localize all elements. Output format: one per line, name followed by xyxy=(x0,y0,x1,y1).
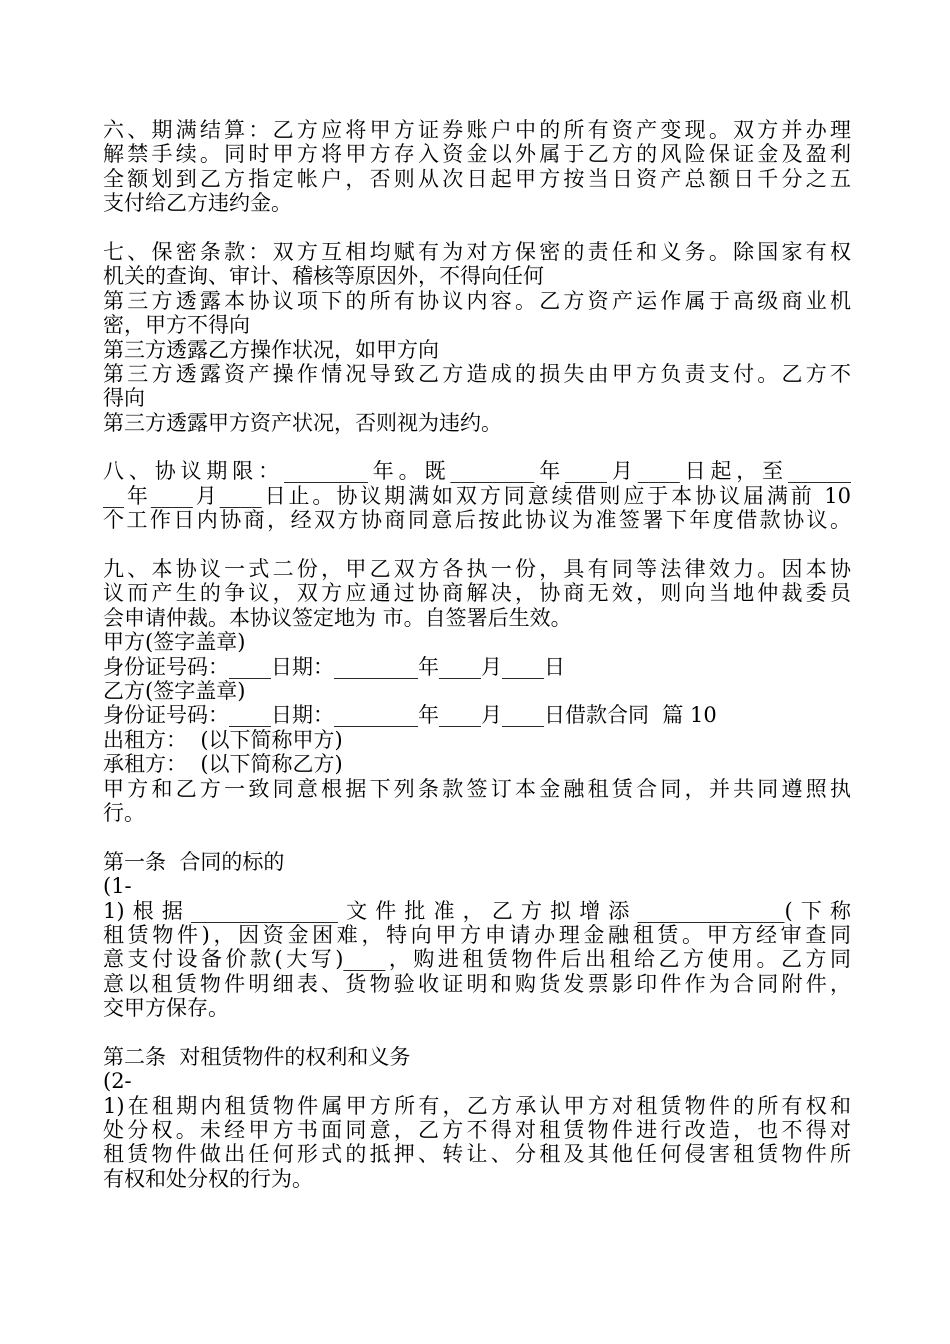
article-2 xyxy=(103,1045,851,1191)
section-9 xyxy=(103,557,851,825)
text-line: 租赁物件做出任何形式的抵押、转让、分租及其他任何侵害租赁物件所 xyxy=(103,1142,851,1167)
text-line: 出租方： (以下简称甲方) xyxy=(103,727,343,752)
text-line: (1- xyxy=(103,874,132,899)
text-line: 机关的查询、审计、稽核等原因外，不得向任何 xyxy=(103,264,544,289)
text-line: 第三方透露资产操作情况导致乙方造成的损失由甲方负责支付。乙方不 xyxy=(103,361,851,386)
article-1 xyxy=(103,850,851,1021)
text-line: 处分权。未经甲方书面同意，乙方不得对租赁物件进行改造，也不得对 xyxy=(103,1118,851,1143)
text-line: 第三方透露本协议项下的所有协议内容。乙方资产运作属于高级商业机 xyxy=(103,288,851,313)
text-line: 六、期满结算：乙方应将甲方证券账户中的所有资产变现。双方并办理 xyxy=(103,118,851,142)
text-line: 解禁手续。同时甲方将甲方存入资金以外属于乙方的风险保证金及盈利 xyxy=(103,142,851,167)
text-line: 身份证号码：____日期：________年____月____日借款合同 篇 10 xyxy=(103,703,717,728)
text-line: 租赁物件)，因资金困难，特向甲方申请办理金融租赁。甲方经审查同 xyxy=(103,922,851,947)
text-line: 1)根据______________文件批准，乙方拟增添______________(下称 xyxy=(103,898,851,923)
paragraph-gap xyxy=(103,435,851,459)
section-6 xyxy=(103,118,851,216)
text-line: 行。 xyxy=(103,800,145,825)
section-7 xyxy=(103,240,851,435)
text-line: 甲方和乙方一致同意根据下列条款签订本金融租赁合同，并共同遵照执 xyxy=(103,776,851,801)
text-line: 得向 xyxy=(103,386,145,411)
text-line: 议而产生的争议，双方应通过协商解决，协商无效，则向当地仲裁委员 xyxy=(103,581,851,606)
text-line: 第三方透露乙方操作状况，如甲方向 xyxy=(103,337,439,362)
text-line: 有权和处分权的行为。 xyxy=(103,1166,313,1191)
paragraph-gap xyxy=(103,825,851,849)
text-line: 支付给乙方违约金。 xyxy=(103,191,292,216)
paragraph-gap xyxy=(103,533,851,557)
text-line: 密，甲方不得向 xyxy=(103,313,250,338)
text-line: 身份证号码：____日期：________年____月____日 xyxy=(103,654,565,679)
text-line: 个工作日内协商，经双方协商同意后按此协议为准签署下年度借款协议。 xyxy=(103,508,851,533)
text-line: 甲方(签字盖章) xyxy=(103,630,246,655)
text-line: 全额划到乙方指定帐户，否则从次日起甲方按当日资产总额日千分之五 xyxy=(103,166,851,191)
paragraph-gap xyxy=(103,1020,851,1044)
text-line: 第二条 对租赁物件的权利和义务 xyxy=(103,1044,411,1069)
text-line: 意以租赁物件明细表、货物验收证明和购货发票影印件作为合同附件， xyxy=(103,971,851,996)
text-line: 会申请仲裁。本协议签定地为 市。自签署后生效。 xyxy=(103,605,572,630)
text-line: 乙方(签字盖章) xyxy=(103,678,246,703)
text-line: 八、协议期限：________年。既________年____月____日起，至______ xyxy=(103,459,851,484)
document-page xyxy=(103,118,851,1191)
text-line: 九、本协议一式二份，甲乙双方各执一份，具有同等法律效力。因本协 xyxy=(103,557,851,582)
text-line: 交甲方保存。 xyxy=(103,996,229,1021)
paragraph-gap xyxy=(103,216,851,240)
text-line: 意支付设备价款(大写)____，购进租赁物件后出租给乙方使用。乙方同 xyxy=(103,947,851,972)
section-8 xyxy=(103,459,851,532)
text-line: 承租方： (以下简称乙方) xyxy=(103,752,343,777)
text-line: 第三方透露甲方资产状况，否则视为违约。 xyxy=(103,410,502,435)
text-line: 七、保密条款：双方互相均赋有为对方保密的责任和义务。除国家有权 xyxy=(103,239,851,264)
text-line: 1)在租期内租赁物件属甲方所有，乙方承认甲方对租赁物件的所有权和 xyxy=(103,1093,851,1118)
text-line: (2- xyxy=(103,1069,132,1094)
text-line: 第一条 合同的标的 xyxy=(103,849,285,874)
text-line: __年____月____日止。协议期满如双方同意续借则应于本协议届满前 10 xyxy=(103,483,851,508)
